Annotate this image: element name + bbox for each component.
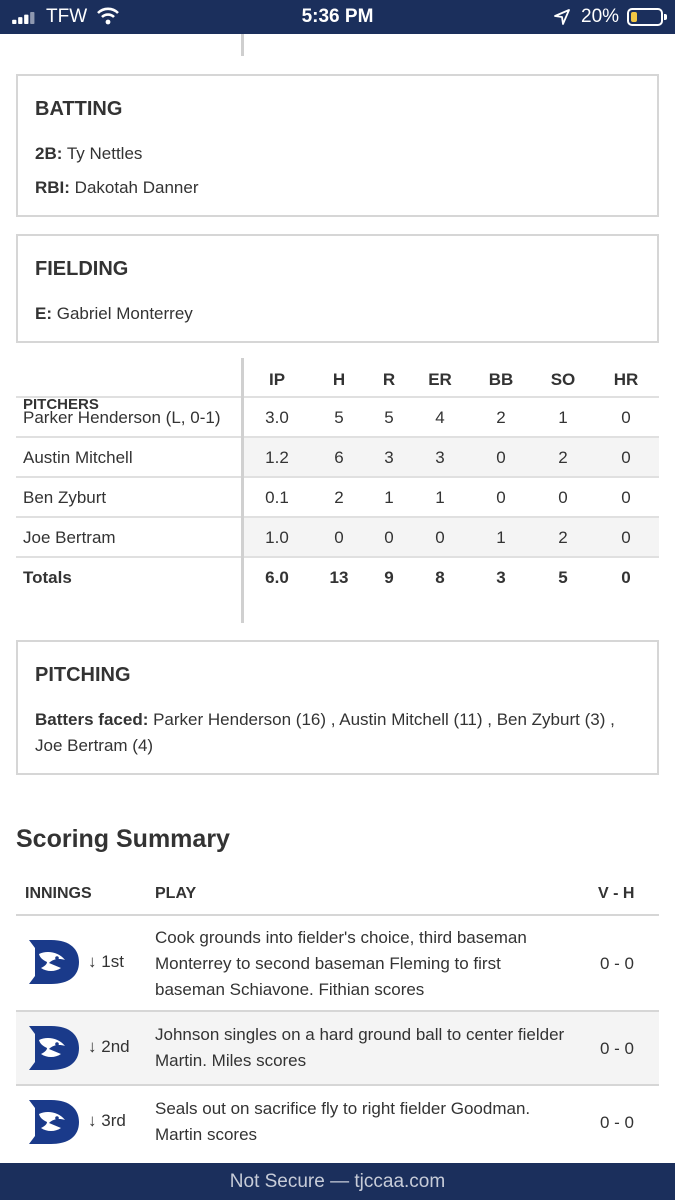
stat-r: 0 bbox=[384, 528, 394, 547]
total-r: 9 bbox=[384, 568, 394, 587]
play-description: Johnson singles on a hard ground ball to center fielder Martin. Miles scores bbox=[155, 1025, 565, 1070]
col-header-so: SO bbox=[550, 370, 576, 389]
batting-panel bbox=[16, 74, 659, 217]
url-text[interactable]: Not Secure — tjccaa.com bbox=[229, 1171, 446, 1192]
stat-h: 5 bbox=[334, 408, 344, 427]
carrier-name: TFW bbox=[46, 6, 88, 27]
table-row bbox=[16, 518, 659, 558]
pitching-batters-faced-line1 bbox=[35, 710, 615, 730]
play-description: Seals out on sacrifice fly to right fielder Goodman. Martin scores bbox=[155, 1099, 531, 1144]
pitcher-name: Parker Henderson (L, 0-1) bbox=[23, 408, 221, 427]
col-header-play: PLAY bbox=[155, 885, 197, 902]
totals-label: Totals bbox=[23, 568, 72, 587]
fielding-label: E: bbox=[35, 304, 52, 323]
scoring-row bbox=[16, 1086, 659, 1162]
status-bar bbox=[0, 0, 675, 34]
inning-number: 3rd bbox=[101, 1111, 126, 1130]
batting-title: BATTING bbox=[35, 98, 123, 120]
total-bb: 3 bbox=[496, 568, 506, 587]
total-er: 8 bbox=[435, 568, 445, 587]
stat-hr: 0 bbox=[621, 448, 631, 467]
total-so: 5 bbox=[558, 568, 568, 587]
table-row bbox=[16, 478, 659, 518]
col-header-score: V - H bbox=[598, 885, 635, 902]
stat-bb: 0 bbox=[496, 488, 506, 507]
batting-value: Dakotah Danner bbox=[69, 178, 199, 197]
batting-label: 2B: bbox=[35, 144, 63, 163]
stat-hr: 0 bbox=[621, 408, 631, 427]
pitching-title: PITCHING bbox=[35, 664, 131, 686]
scoring-row bbox=[16, 916, 659, 1012]
inning-label: ↓ 3rd bbox=[88, 1111, 126, 1130]
batting-value: Ty Nettles bbox=[62, 144, 143, 163]
stat-hr: 0 bbox=[621, 528, 631, 547]
stat-bb: 0 bbox=[496, 448, 506, 467]
scoring-summary-header bbox=[16, 872, 659, 916]
table-header-row bbox=[16, 358, 659, 398]
team-logo-icon bbox=[25, 1022, 81, 1074]
stat-so: 2 bbox=[558, 448, 568, 467]
pitcher-name: Joe Bertram bbox=[23, 528, 116, 547]
stat-so: 2 bbox=[558, 528, 568, 547]
inning-number: 2nd bbox=[101, 1037, 130, 1056]
clock-time: 5:36 PM bbox=[301, 6, 374, 27]
stat-bb: 1 bbox=[496, 528, 506, 547]
fielding-title: FIELDING bbox=[35, 258, 129, 280]
stat-hr: 0 bbox=[621, 488, 631, 507]
battery-icon bbox=[627, 8, 663, 26]
pitcher-name: Ben Zyburt bbox=[23, 488, 107, 507]
scoring-row bbox=[16, 1012, 659, 1086]
stat-bb: 2 bbox=[496, 408, 506, 427]
totals-row bbox=[16, 558, 659, 598]
total-h: 13 bbox=[329, 568, 349, 587]
play-score: 0 - 0 bbox=[599, 1113, 635, 1132]
stat-r: 1 bbox=[384, 488, 394, 507]
pitching-panel bbox=[16, 640, 659, 775]
batting-line-2b bbox=[35, 144, 142, 164]
pitchers-label: PITCHERS bbox=[23, 396, 99, 413]
scoring-summary-title: Scoring Summary bbox=[16, 825, 230, 853]
stat-er: 1 bbox=[435, 488, 445, 507]
stat-h: 0 bbox=[334, 528, 344, 547]
battery-percentage: 20% bbox=[581, 6, 620, 27]
col-header-innings: INNINGS bbox=[25, 885, 92, 902]
stat-h: 6 bbox=[334, 448, 344, 467]
stat-er: 4 bbox=[435, 408, 445, 427]
col-header-bb: BB bbox=[488, 370, 514, 389]
fielding-panel bbox=[16, 234, 659, 343]
stat-r: 5 bbox=[384, 408, 394, 427]
inning-label: ↓ 1st bbox=[88, 952, 124, 971]
table-row bbox=[16, 438, 659, 478]
col-header-h: H bbox=[332, 370, 346, 389]
total-ip: 6.0 bbox=[265, 568, 289, 587]
stat-so: 1 bbox=[558, 408, 568, 427]
fielding-line-e bbox=[35, 304, 193, 324]
stat-r: 3 bbox=[384, 448, 394, 467]
pitching-label: Batters faced: bbox=[35, 710, 149, 729]
batting-line-rbi bbox=[35, 178, 198, 198]
table-row bbox=[16, 398, 659, 438]
inning-label: ↓ 2nd bbox=[88, 1037, 130, 1056]
location-arrow-icon bbox=[553, 8, 571, 26]
col-header-r: R bbox=[382, 370, 396, 389]
stat-ip: 0.1 bbox=[265, 488, 289, 507]
play-score: 0 - 0 bbox=[599, 954, 635, 973]
pitchers-table bbox=[16, 358, 659, 623]
pitching-batters-faced-line2: Joe Bertram (4) bbox=[35, 736, 154, 755]
stat-h: 2 bbox=[334, 488, 344, 507]
pitching-text: Parker Henderson (16) , Austin Mitchell (11) , Ben Zyburt (3) , bbox=[148, 710, 615, 729]
stat-er: 0 bbox=[435, 528, 445, 547]
total-hr: 0 bbox=[621, 568, 631, 587]
team-logo-icon bbox=[25, 936, 81, 988]
col-header-er: ER bbox=[428, 370, 452, 389]
col-header-ip: IP bbox=[268, 370, 286, 389]
inning-number: 1st bbox=[101, 952, 124, 971]
column-divider bbox=[241, 34, 244, 56]
table-column-divider bbox=[241, 358, 244, 623]
pitcher-name: Austin Mitchell bbox=[23, 448, 133, 467]
team-logo-icon bbox=[25, 1096, 81, 1148]
stat-er: 3 bbox=[435, 448, 445, 467]
col-header-hr: HR bbox=[613, 370, 639, 389]
stat-ip: 1.0 bbox=[265, 528, 289, 547]
fielding-value: Gabriel Monterrey bbox=[52, 304, 193, 323]
stat-ip: 3.0 bbox=[265, 408, 289, 427]
stat-so: 0 bbox=[558, 488, 568, 507]
browser-url-bar[interactable] bbox=[0, 1163, 675, 1200]
play-score: 0 - 0 bbox=[599, 1039, 635, 1058]
stat-ip: 1.2 bbox=[265, 448, 289, 467]
batting-label: RBI: bbox=[35, 178, 70, 197]
play-description: Cook grounds into fielder's choice, third baseman Monterrey to second baseman Fleming to first baseman Schiavone. Fithian scores bbox=[155, 928, 527, 999]
